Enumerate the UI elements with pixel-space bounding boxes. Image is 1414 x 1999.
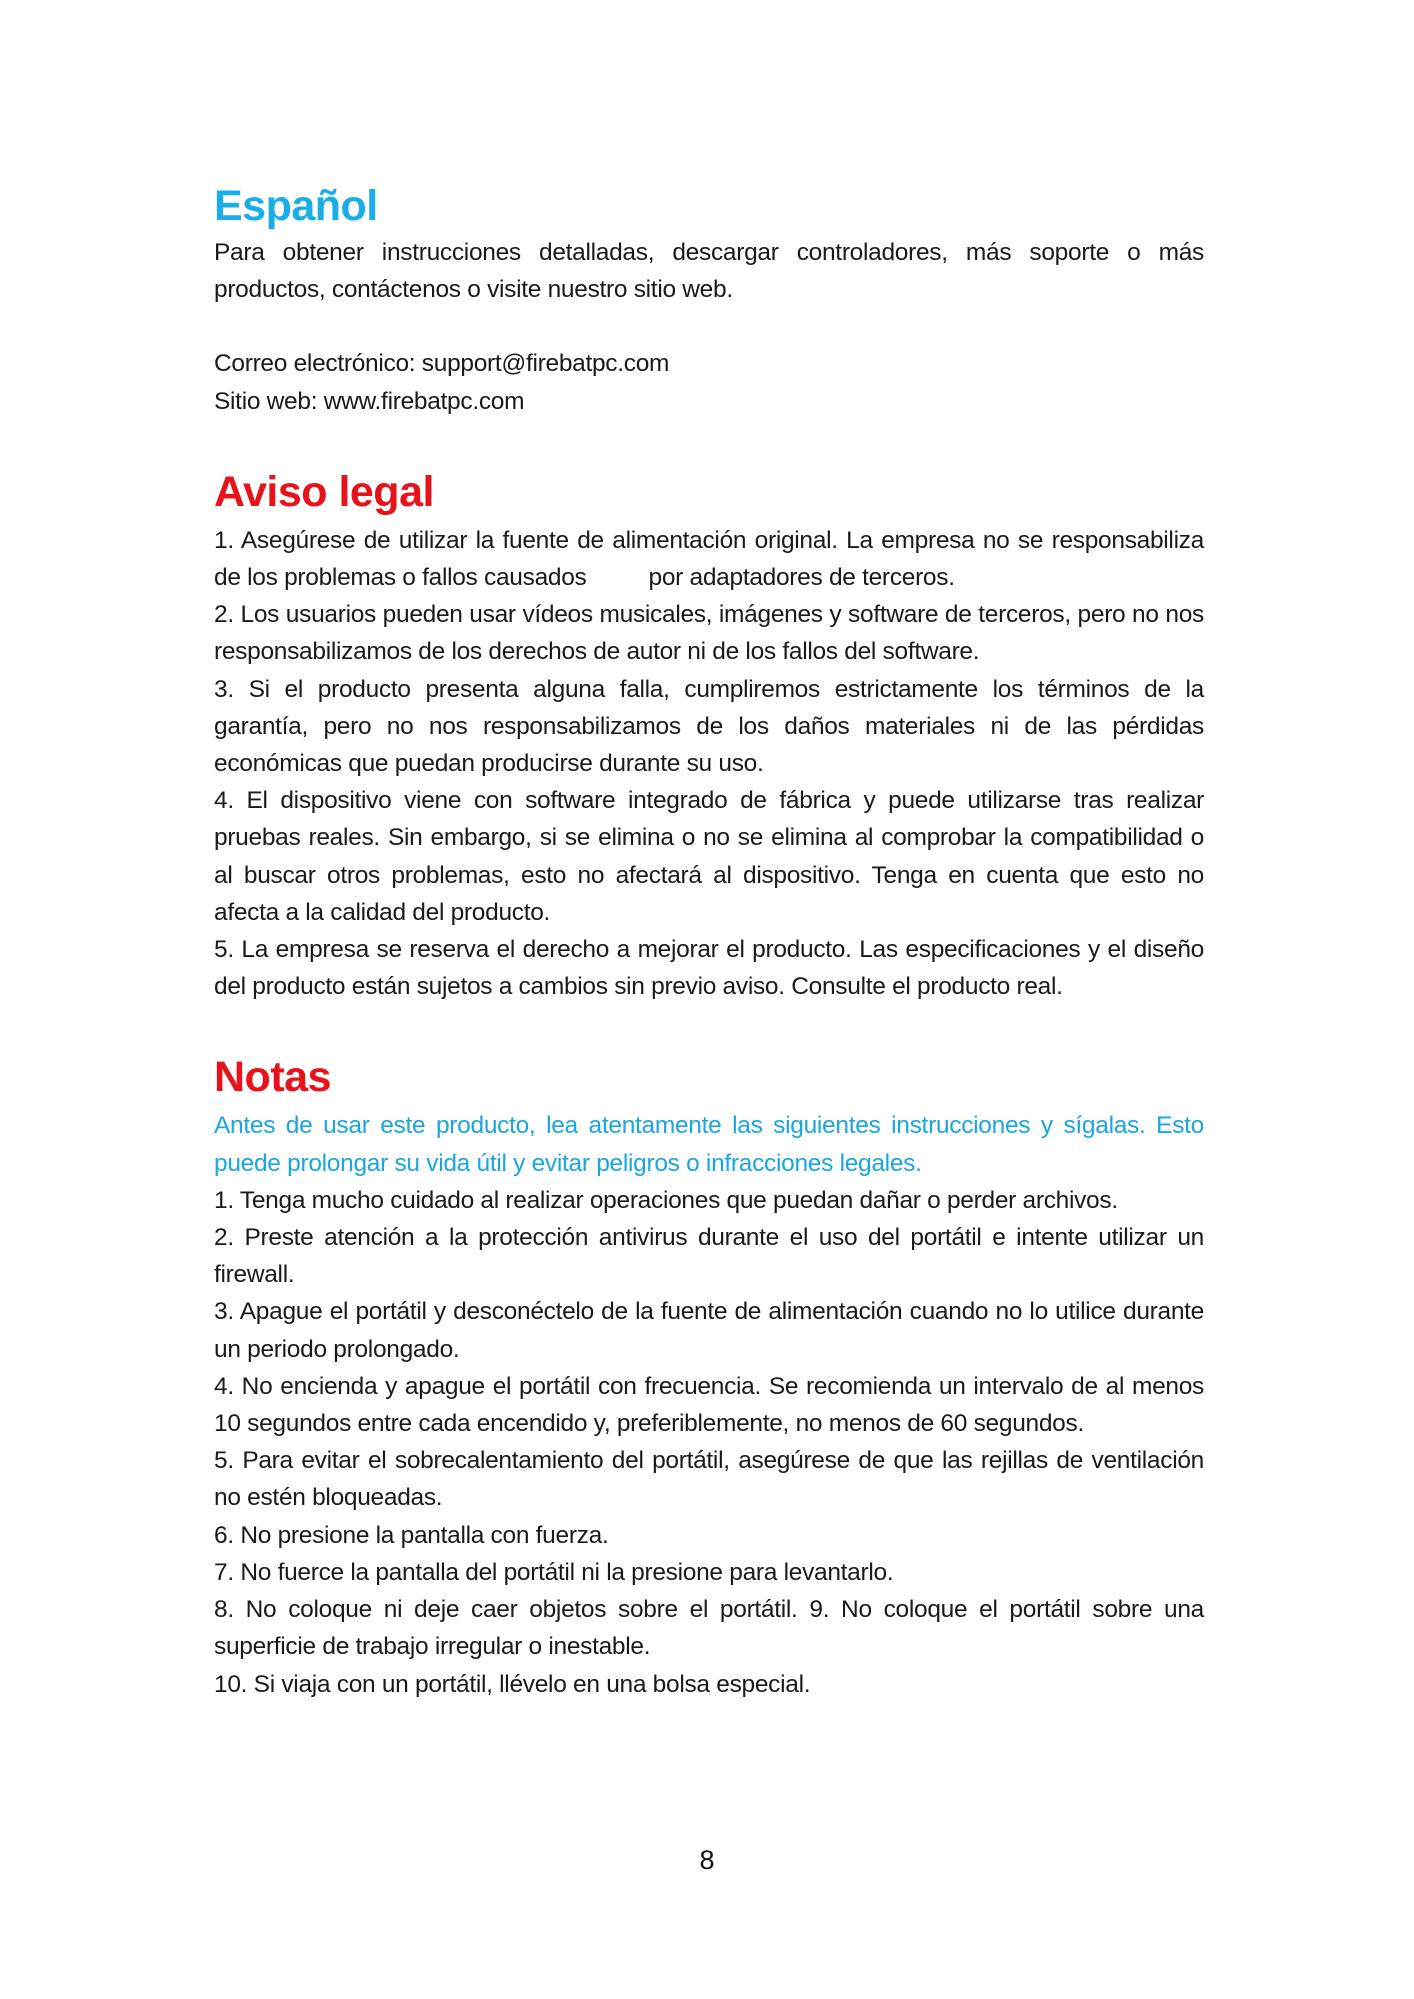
aviso-item-2: 2. Los usuarios pueden usar vídeos musicales, imágenes y software de terceros, pero no nos responsabilizamos de los derechos de autor ni de los fallos del software. xyxy=(214,601,1204,666)
aviso-item-1-part2: por adaptadores de terceros. xyxy=(648,564,955,592)
notas-item-1: 1. Tenga mucho cuidado al realizar operaciones que puedan dañar o perder archivos. xyxy=(214,1186,1118,1214)
spacer xyxy=(214,420,1204,458)
aviso-item-1 xyxy=(214,522,1204,596)
aviso-item-1-part1: 1. Asegúrese de utilizar la fuente de alimentación original. La empresa no se responsabiliza de los problemas o fallos causados xyxy=(214,526,1204,592)
notas-item-4: 4. No encienda y apague el portátil con frecuencia. Se recomienda un intervalo de al menos 10 segundos entre cada encendido y, preferiblemente, no menos de 60 segundos. xyxy=(214,1372,1204,1438)
spacer xyxy=(214,308,1204,345)
heading-aviso-legal: Aviso legal xyxy=(214,467,434,516)
aviso-item-5: 5. La empresa se reserva el derecho a mejorar el producto. Las especificaciones y el diseño del producto están sujetos a cambios sin previo aviso. Consulte el producto real. xyxy=(214,936,1204,1001)
espanol-intro: Para obtener instrucciones detalladas, descargar controladores, más soporte o más productos, contáctenos o visite nuestro sitio web. xyxy=(214,239,1204,304)
notas-item-6: 6. No presione la pantalla con fuerza. xyxy=(214,1521,609,1549)
notas-item-10: 10. Si viaja con un portátil, llévelo en una bolsa especial. xyxy=(214,1670,811,1698)
section-espanol xyxy=(214,178,1204,420)
notas-item-3: 3. Apague el portátil y desconéctelo de la fuente de alimentación cuando no lo utilice durante un periodo prolongado. xyxy=(214,1298,1204,1363)
section-aviso-legal xyxy=(214,464,1204,1006)
document-page xyxy=(214,178,1204,1703)
website-line: Sitio web: www.firebatpc.com xyxy=(214,387,525,415)
notas-item-7: 7. No fuerce la pantalla del portátil ni la presione para levantarlo. xyxy=(214,1558,894,1586)
spacer xyxy=(214,1005,1204,1043)
heading-espanol: Español xyxy=(214,182,378,230)
notas-item-5: 5. Para evitar el sobrecalentamiento del portátil, asegúrese de que las rejillas de ventilación no estén bloqueadas. xyxy=(214,1447,1204,1512)
heading-notas: Notas xyxy=(214,1053,331,1102)
notas-intro: Antes de usar este producto, lea atentamente las siguientes instrucciones y sígalas. Esto puede prolongar su vida útil y evitar peligros o infracciones legales. xyxy=(214,1112,1204,1177)
aviso-item-3: 3. Si el producto presenta alguna falla, cumpliremos estrictamente los términos de la garantía, pero no nos responsabilizamos de los daños materiales ni de las pérdidas económicas que puedan producirse durante su uso. xyxy=(214,675,1204,778)
notas-item-8-9: 8. No coloque ni deje caer objetos sobre el portátil. 9. No coloque el portátil sobre una superficie de trabajo irregular o inestable. xyxy=(214,1596,1204,1661)
notas-item-2: 2. Preste atención a la protección antivirus durante el uso del portátil e intente utilizar un firewall. xyxy=(214,1224,1204,1289)
email-line: Correo electrónico: support@firebatpc.com xyxy=(214,350,670,378)
section-notas xyxy=(214,1049,1204,1702)
aviso-item-4: 4. El dispositivo viene con software integrado de fábrica y puede utilizarse tras realizar pruebas reales. Sin embargo, si se elimina o no se elimina al comprobar la compatibilidad o al buscar otros problemas, esto no afectará al dispositivo. Tenga en cuenta que esto no afecta a la calidad del producto. xyxy=(214,787,1204,926)
page-number: 8 xyxy=(699,1845,715,1875)
